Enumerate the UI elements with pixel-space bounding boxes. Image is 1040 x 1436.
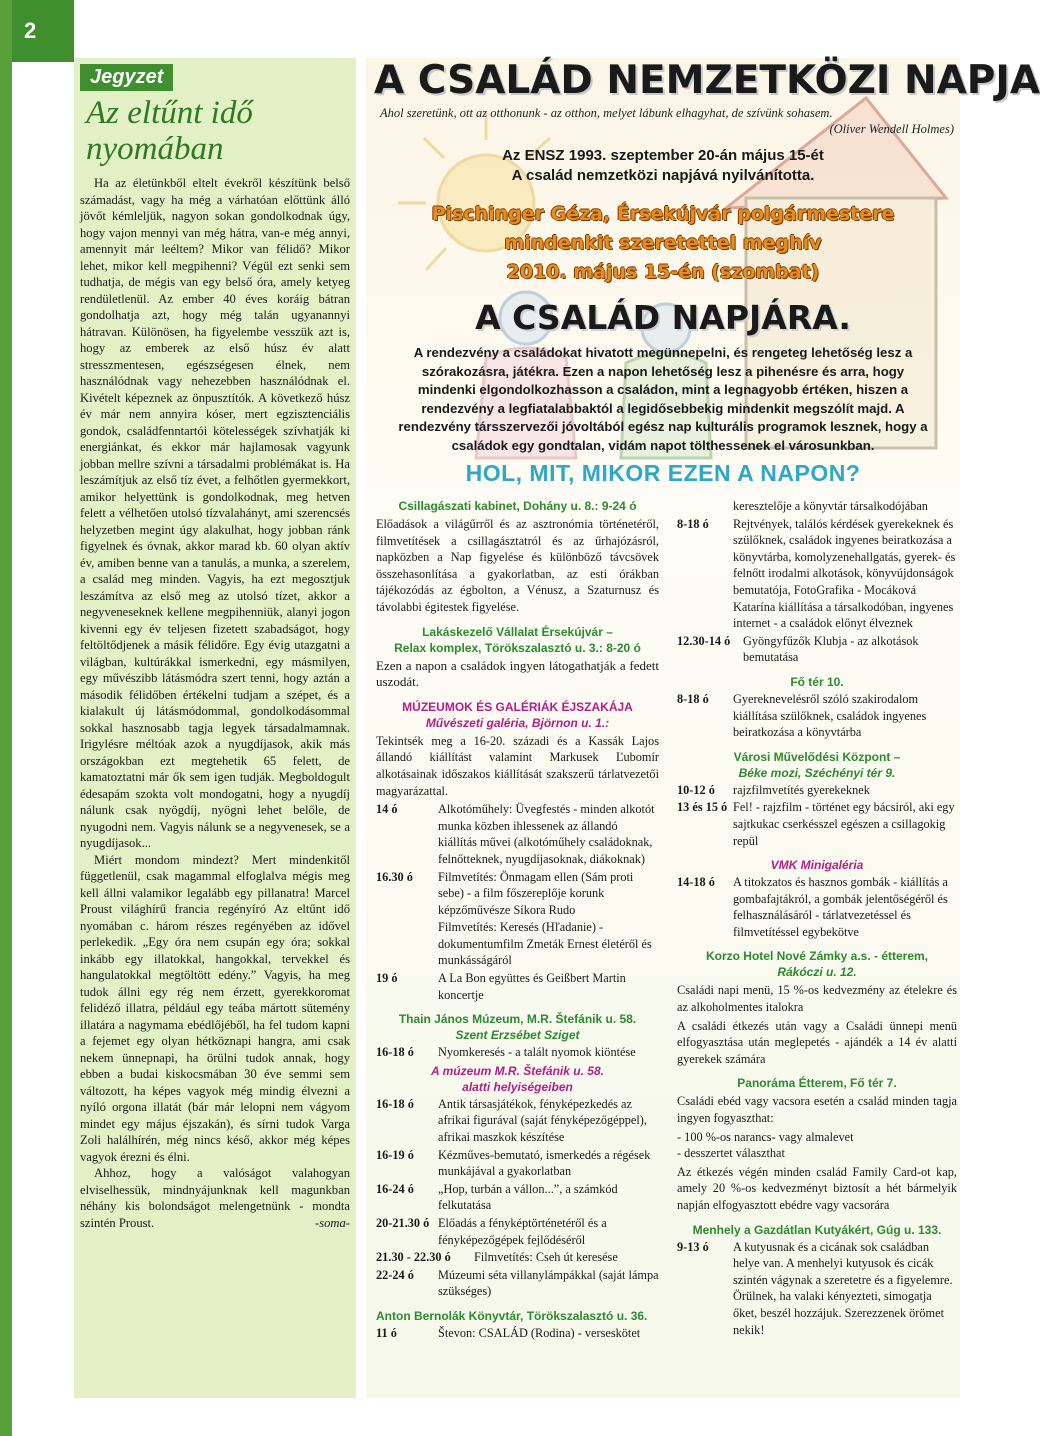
- venue-description: - 100 %-os narancs- vagy almalevet: [677, 1129, 854, 1144]
- venue-description: Családi ebéd vagy vacsora esetén a család minden tagja ingyen fogyaszthat:: [677, 1094, 957, 1126]
- program-description: Gyereknevelésről szóló szakirodalom kiállítása szülőknek, családok ingyenes beiratkozása a könyvtárba: [733, 691, 927, 740]
- program-time: 16-19 ó: [376, 1147, 414, 1162]
- program-item: [376, 801, 659, 867]
- program-time: 20-21.30 ó: [376, 1216, 430, 1230]
- venue-heading: Anton Bernolák Könyvtár, Törökszalasztó u. 36.: [376, 1308, 648, 1323]
- program-item: [376, 1044, 659, 1061]
- program-item: [677, 799, 957, 849]
- program-description: Nyomkeresés - a talált nyomok kiöntése: [438, 1045, 636, 1060]
- program-item: [677, 874, 957, 940]
- program-item: [376, 1147, 659, 1180]
- mayor-invitation-line: mindenkit szeretettel meghív: [504, 232, 822, 254]
- venue-heading-line: Béke mozi, Széchényi tér 9.: [738, 765, 896, 780]
- article-paragraph: [80, 1165, 350, 1231]
- article-paragraph: Miért mondom mindezt? Mert mindenkitől függetlenül, csak magammal elfoglalva mégis meg kell állni valamikor legalább egy pillanatra! Marcel Proust világhírű francia regényíró Az eltűnt idő nyomában c. három részes regényében az idővel perlekedik. „Egy óra nem csupán egy óra; sokkal inkább egy illatokkal, hangokkal, tervekkel és hangulatokkal megtöltött edény.” Vagyis, ha meg tudok állni egy rég nem érzett, gyerekkoromat felidéző illatra, például egy teába mártott sütemény illatára a nagymama ebédlőjéből, ha fel tudom kapni a fejemet egy olyan hétköznapi hangra, ami csak nekem ünnepnapi, ha örülni tudok annak, hogy ebben a budai kiskocsmában 30 éve semmi sem változott, ha képes vagyok még mindig élvezni a nyíló orgona illatát (bár már lelopni nem vágyom mindet egy május éjszakán), és sírni tudok Varga Zoli halálhírén, még nincs késő, akkor még képes vagyok érezni és élni.: [80, 852, 350, 1164]
- program-time: 16-24 ó: [376, 1181, 414, 1196]
- program-item: [376, 1325, 659, 1342]
- quote: Ahol szeretünk, ott az otthonunk - az otthon, melyet lábunk elhagyhat, de szívünk sohasem.: [380, 106, 833, 120]
- program-continuation: keresztelője a könyvtár társalkodójában: [733, 499, 928, 513]
- venue-heading: [376, 624, 659, 656]
- program-description: A La Bon együttes és Geißbert Martin koncertje: [438, 971, 626, 1002]
- venue-heading-line: Művészeti galéria, Björnon u. 1.:: [425, 715, 610, 730]
- program-column-left: [376, 498, 659, 1343]
- program-item: [677, 691, 957, 741]
- venue-heading: Panoráma Étterem, Fő tér 7.: [737, 1076, 897, 1091]
- venue-description: Családi napi menü, 15 %-os kedvezmény az ételekre és az alkoholmentes italokra: [677, 983, 957, 1015]
- program-time: 14 ó: [376, 802, 398, 817]
- program-description: Filmvetítés: Keresés (Hľadanie) - dokumentumfilm Zmeták Ernest életéről és munkásságáról: [438, 920, 652, 968]
- program-description: Fel! - rajzfilm - történet egy bácsiról, aki egy sajtkukac cserkésszel egészen a csillagokig repül: [733, 800, 955, 848]
- program-time: 8-18 ó: [677, 691, 709, 706]
- program-time: 19 ó: [376, 971, 398, 986]
- announcement-title: A CSALÁD NEMZETKÖZI NAPJA: [374, 58, 1040, 103]
- program-time: 11 ó: [376, 1325, 397, 1340]
- program-description: Kézműves-bemutató, ismerkedés a régések munkájával a gyakorlatban: [438, 1147, 651, 1179]
- page-number: 2: [24, 18, 37, 43]
- program-description: Múzeumi séta villanylámpákkal (saját lámpa szükséges): [438, 1267, 659, 1299]
- venue-heading: [677, 948, 957, 980]
- program-description: Filmvetítés: Cseh út keresése: [474, 1250, 618, 1265]
- note-column: [74, 58, 356, 1398]
- article-body: [80, 175, 350, 1231]
- venue-heading-line: Lakáskezelő Vállalat Érsekújvár –: [422, 624, 613, 639]
- venue-description: Az étkezés végén minden család Family Card-ot kap, amely 20 %-os kedvezményt biztosít a hét bármelyik napján elfogyasztott ebédre vagy vacsorára: [677, 1164, 957, 1212]
- program-time: 21.30 - 22.30 ó: [376, 1250, 451, 1265]
- un-declaration-line: A család nemzetközi napjává nyilvánította.: [511, 167, 815, 184]
- un-declaration: [366, 146, 960, 186]
- article-title: Az eltűnt idő nyomában: [86, 95, 253, 167]
- green-margin-bar: [0, 0, 12, 1436]
- program-description: Antik társasjátékok, fényképezkedés az afrikai figurával (saját fényképezőgéppel), afrikai maszkok készítése: [438, 1096, 647, 1145]
- venue-heading-line: Relax komplex, Törökszalasztó u. 3.: 8-20 ó: [394, 640, 641, 655]
- venue-heading: Csillagászati kabinet, Dohány u. 8.: 9-24 ó: [398, 499, 637, 513]
- program-time: 13 és 15 ó: [677, 800, 728, 815]
- program-time: 14-18 ó: [677, 875, 715, 890]
- venue-heading: [677, 857, 957, 873]
- venue-heading: [376, 699, 659, 731]
- program-column-right: [677, 498, 957, 1339]
- program-item: [677, 1239, 957, 1339]
- event-name: A CSALÁD NAPJÁRA.: [475, 298, 851, 337]
- program-item: [376, 970, 659, 1003]
- program-description: rajzfilmvetítés gyerekeknek: [733, 782, 870, 797]
- venue-heading-line: MÚZEUMOK ÉS GALÉRIÁK ÉJSZAKÁJA: [402, 699, 633, 714]
- venue-heading-line: alatti helyiségeiben: [462, 1079, 573, 1094]
- page-number-tab: [12, 0, 74, 62]
- program-time: 16.30 ó: [376, 869, 413, 884]
- venue-heading-line: Szent Erzsébet Sziget: [455, 1028, 580, 1043]
- mayor-invitation: [366, 200, 960, 287]
- venue-description: - desszertet választhat: [677, 1146, 785, 1161]
- program-description: Filmvetítés: Önmagam ellen (Sám proti sebe) - a film főszereplője korunk képzőművésze Síkora Rudo: [438, 869, 634, 917]
- program-description: Előadás a fényképtörténetéről és a fényképezőgépek fejlődéséről: [438, 1216, 607, 1247]
- program-time: 16-18 ó: [376, 1045, 414, 1060]
- program-time: 22-24 ó: [376, 1267, 414, 1282]
- program-description: „Hop, turbán a vállon...”, a számkód felkutatása: [438, 1181, 618, 1213]
- program-item: [376, 1215, 659, 1248]
- venue-description: A családi étkezés után vagy a Családi ünnepi menü elfogyasztása után meglepetés - ajándék a 14 év alatti gyerekek számára: [677, 1018, 957, 1066]
- venue-heading: [677, 749, 957, 781]
- venue-description: Előadások a világűrről és az asztronómia történetéről, filmvetítések a csillagásztatról és az űrhajózásról, napközben a Nap figyelése és különböző távcsövek összehasonlítása a gyakorlatban, az esti órákban tájékozódás az égbolton, a Vénusz, a Szaturnusz és távolabbi égitestek figyelése.: [376, 517, 659, 614]
- program-description: Števon: CSALÁD (Rodina) - verseskötet: [438, 1325, 641, 1340]
- program-time: 16-18 ó: [376, 1096, 414, 1111]
- program-item: [376, 1096, 659, 1146]
- event-announcement: [366, 58, 1040, 1398]
- venue-heading: [376, 1063, 659, 1095]
- venue-description: Tekintsék meg a 16-20. századi és a Kassák Lajos állandó kiállítást valamint Markusek Ľubomír alkotásainak időszakos kiállítását szakszerű tárlatvezetői magyarázattal.: [376, 733, 659, 798]
- mayor-invitation-line: Pischinger Géza, Érsekújvár polgármestere: [431, 203, 895, 225]
- program-time: [376, 919, 438, 969]
- program-item: [677, 782, 957, 799]
- author-signature: -soma-: [315, 1215, 350, 1230]
- program-item: [376, 1267, 659, 1300]
- program-description: A kutyusnak és a cicának sok családban helye van. A menhelyi kutyusok és cicák szintén vágynak a szeretetre és a figyelemre. Örülnek, ha valaki kényezteti, simogatja őket, beszél hozzájuk. Szerezzenek örömet nekik!: [733, 1239, 953, 1337]
- venue-heading-line: Rákóczi u. 12.: [777, 965, 857, 980]
- article-paragraph: Ha az életünkből eltelt évekről készítünk belső számadást, vagy ha még a várhatóan előttünk álló jövőt kémleljük, nagyon sokan gondolkodnak úgy, hogy vajon mennyi van még hátra, van-e még annyi, amennyit már leéltem? Mikor van félidő? Mikor lehet, mikor kell megpihenni? Végül ezt senki sem tudhatja, de mégis van egy belső óra, amely ketyeg rendületlenül. Az ember 40 éves koráig bátran gondolhatja azt, hogy még talán ugyanannyi hátravan. Különösen, ha figyelembe vesszük azt is, hogy az emberek az első húsz év alatt stresszmentesen, egészségesen élnek, nem használódnak vagy nehezebben használódnak el. Kivételt képeznek az önpusztítók. A következő húsz év már nem annyira kóser, mert egzisztenciális gondok, családfenntartói kötelességek szívhatják ki energiánkat, és ekkor már hajlamosak vagyunk jobban mellre szívni a társadalmi problémákat is. Ha leszámítjuk az első tíz évet, a felhőtlen gyermekkort, amikor helyettünk is gondolkodnak, meg hetven felett a vélhetően utolsó tízvalahányt, ami szerencsés helyzetben megint úgy alakulhat, hogy jobban ránk figyelnek és óvnak, akkor marad kb. 60 olyan aktív év, amiben benne van a tanulás, a munka, a szerelem, a család meg minden. Vagyis, ha ezt megosztjuk leszámítva az első meg az utolsó tízet, akkor a negyveneseknek kellene megpihenniük, alanyi jogon kivenni egy év teljesen fizetett szabadságot, hogy feltöltődjenek a másik félidőre. Egy évig utazgatni a világban, kultúrákkal ismerkedni, egy másmilyen, egy művészibb látásmódra szert tenni, hogy aztán a második félidőben értékelni tudjam a szépet, és a kialakult új látásmódommal, gondolkodásommal sokkal hasznosabb tagja legyek társadalmamnak. Irigylésre méltóak azok a nyugdíjasok, akik más országokban ezt megtehetik 65 felett, de kamatoztatni már ők sem igen tudják. Megboldogult édesapám szokta volt mondogatni, hogy a nyugdíj nálunk csak nyögdíj, nyögni lehet belőle, de nyugodni nem. Vagyis nálunk se a negyvenesek, se a nyugdíjasok...: [80, 176, 350, 850]
- program-description: Gyöngyfűzők Klubja - az alkotások bemutatása: [743, 633, 919, 665]
- program-time: 12.30-14 ó: [677, 633, 731, 648]
- program-item: [376, 1181, 659, 1214]
- program-time: 10-12 ó: [677, 782, 715, 797]
- venue-heading: Menhely a Gazdátlan Kutyákért, Gúg u. 133.: [692, 1222, 942, 1237]
- program-item: [376, 1249, 659, 1266]
- quote-author: (Oliver Wendell Holmes): [829, 122, 954, 136]
- program-description: A titokzatos és hasznos gombák - kiállítás a gombafajtákról, a gombák jelentőségéről és felhasználásáról - tárlatvezetéssel és filmvetítéssel egybekötve: [733, 875, 948, 939]
- program-item: [376, 869, 659, 919]
- un-declaration-line: Az ENSZ 1993. szeptember 20-án május 15-ét: [502, 147, 824, 164]
- program-heading: HOL, MIT, MIKOR EZEN A NAPON?: [465, 460, 861, 486]
- event-date: 2010. május 15-én (szombat): [506, 261, 820, 283]
- venue-heading: Fő tér 10.: [790, 674, 844, 689]
- venue-heading-line: Thain János Múzeum, M.R. Štefánik u. 58.: [398, 1012, 637, 1027]
- program-item: [677, 633, 957, 666]
- program-time: 9-13 ó: [677, 1239, 709, 1254]
- article-paragraph-text: Ahhoz, hogy a valóságot valahogyan elviselhessük, mindnyájunknak kell magunkban néhány kis bolondságot melengetnünk - mondta szintén Proust.: [80, 1166, 350, 1230]
- venue-heading-line: A múzeum M.R. Štefánik u. 58.: [431, 1063, 604, 1078]
- program-time: 8-18 ó: [677, 516, 709, 531]
- event-description: A rendezvény a családokat hivatott megünnepelni, és rengeteg lehetőség lesz a szórakozásra, játékra. Ezen a napon lehetőség lesz a pihenésre és arra, hogy mindenki elgondolkozhasson a családon, mint a legnagyobb értéken, hiszen a rendezvény a legfiatalabbaktól a legidősebbekig mindenkit megszólít majd. A rendezvény társszervezői jóvoltából egész nap kulturális programok lesznek, hogy a családok egy gondtalan, vidám napot tölthessenek el városunkban.: [398, 345, 928, 453]
- venue-heading-line: VMK Minigaléria: [770, 858, 864, 873]
- venue-heading-line: Városi Művelődési Központ –: [733, 749, 901, 764]
- section-tag: Jegyzet: [80, 64, 173, 91]
- venue-heading-line: Korzo Hotel Nové Zámky a.s. - étterem,: [705, 949, 929, 964]
- program-item: [376, 919, 659, 969]
- venue-heading: [376, 1011, 659, 1043]
- program-description: Rejtvények, találós kérdések gyerekeknek és szülőknek, családok ingyenes beiratkozása a könyvtárba, komolyzenehallgatás, gyerek- és felnőtt irodalmi alkotások, könyvújdonságok bemutatója, FotoGrafika - Mocáková Katarína kiállítása a társalkodóban, ingyenes internet - a családok előnyt élveznek: [733, 516, 956, 631]
- program-description: Alkotóműhely: Üvegfestés - minden alkotót munka közben ihlessenek az állandó kiállítás művei (alkotóműhely családoknak, felnőtteknek, nyugdíjasoknak, diákoknak): [438, 802, 655, 866]
- program-item: [677, 516, 957, 632]
- venue-description: Ezen a napon a családok ingyen látogathatják a fedett uszodát.: [376, 657, 659, 690]
